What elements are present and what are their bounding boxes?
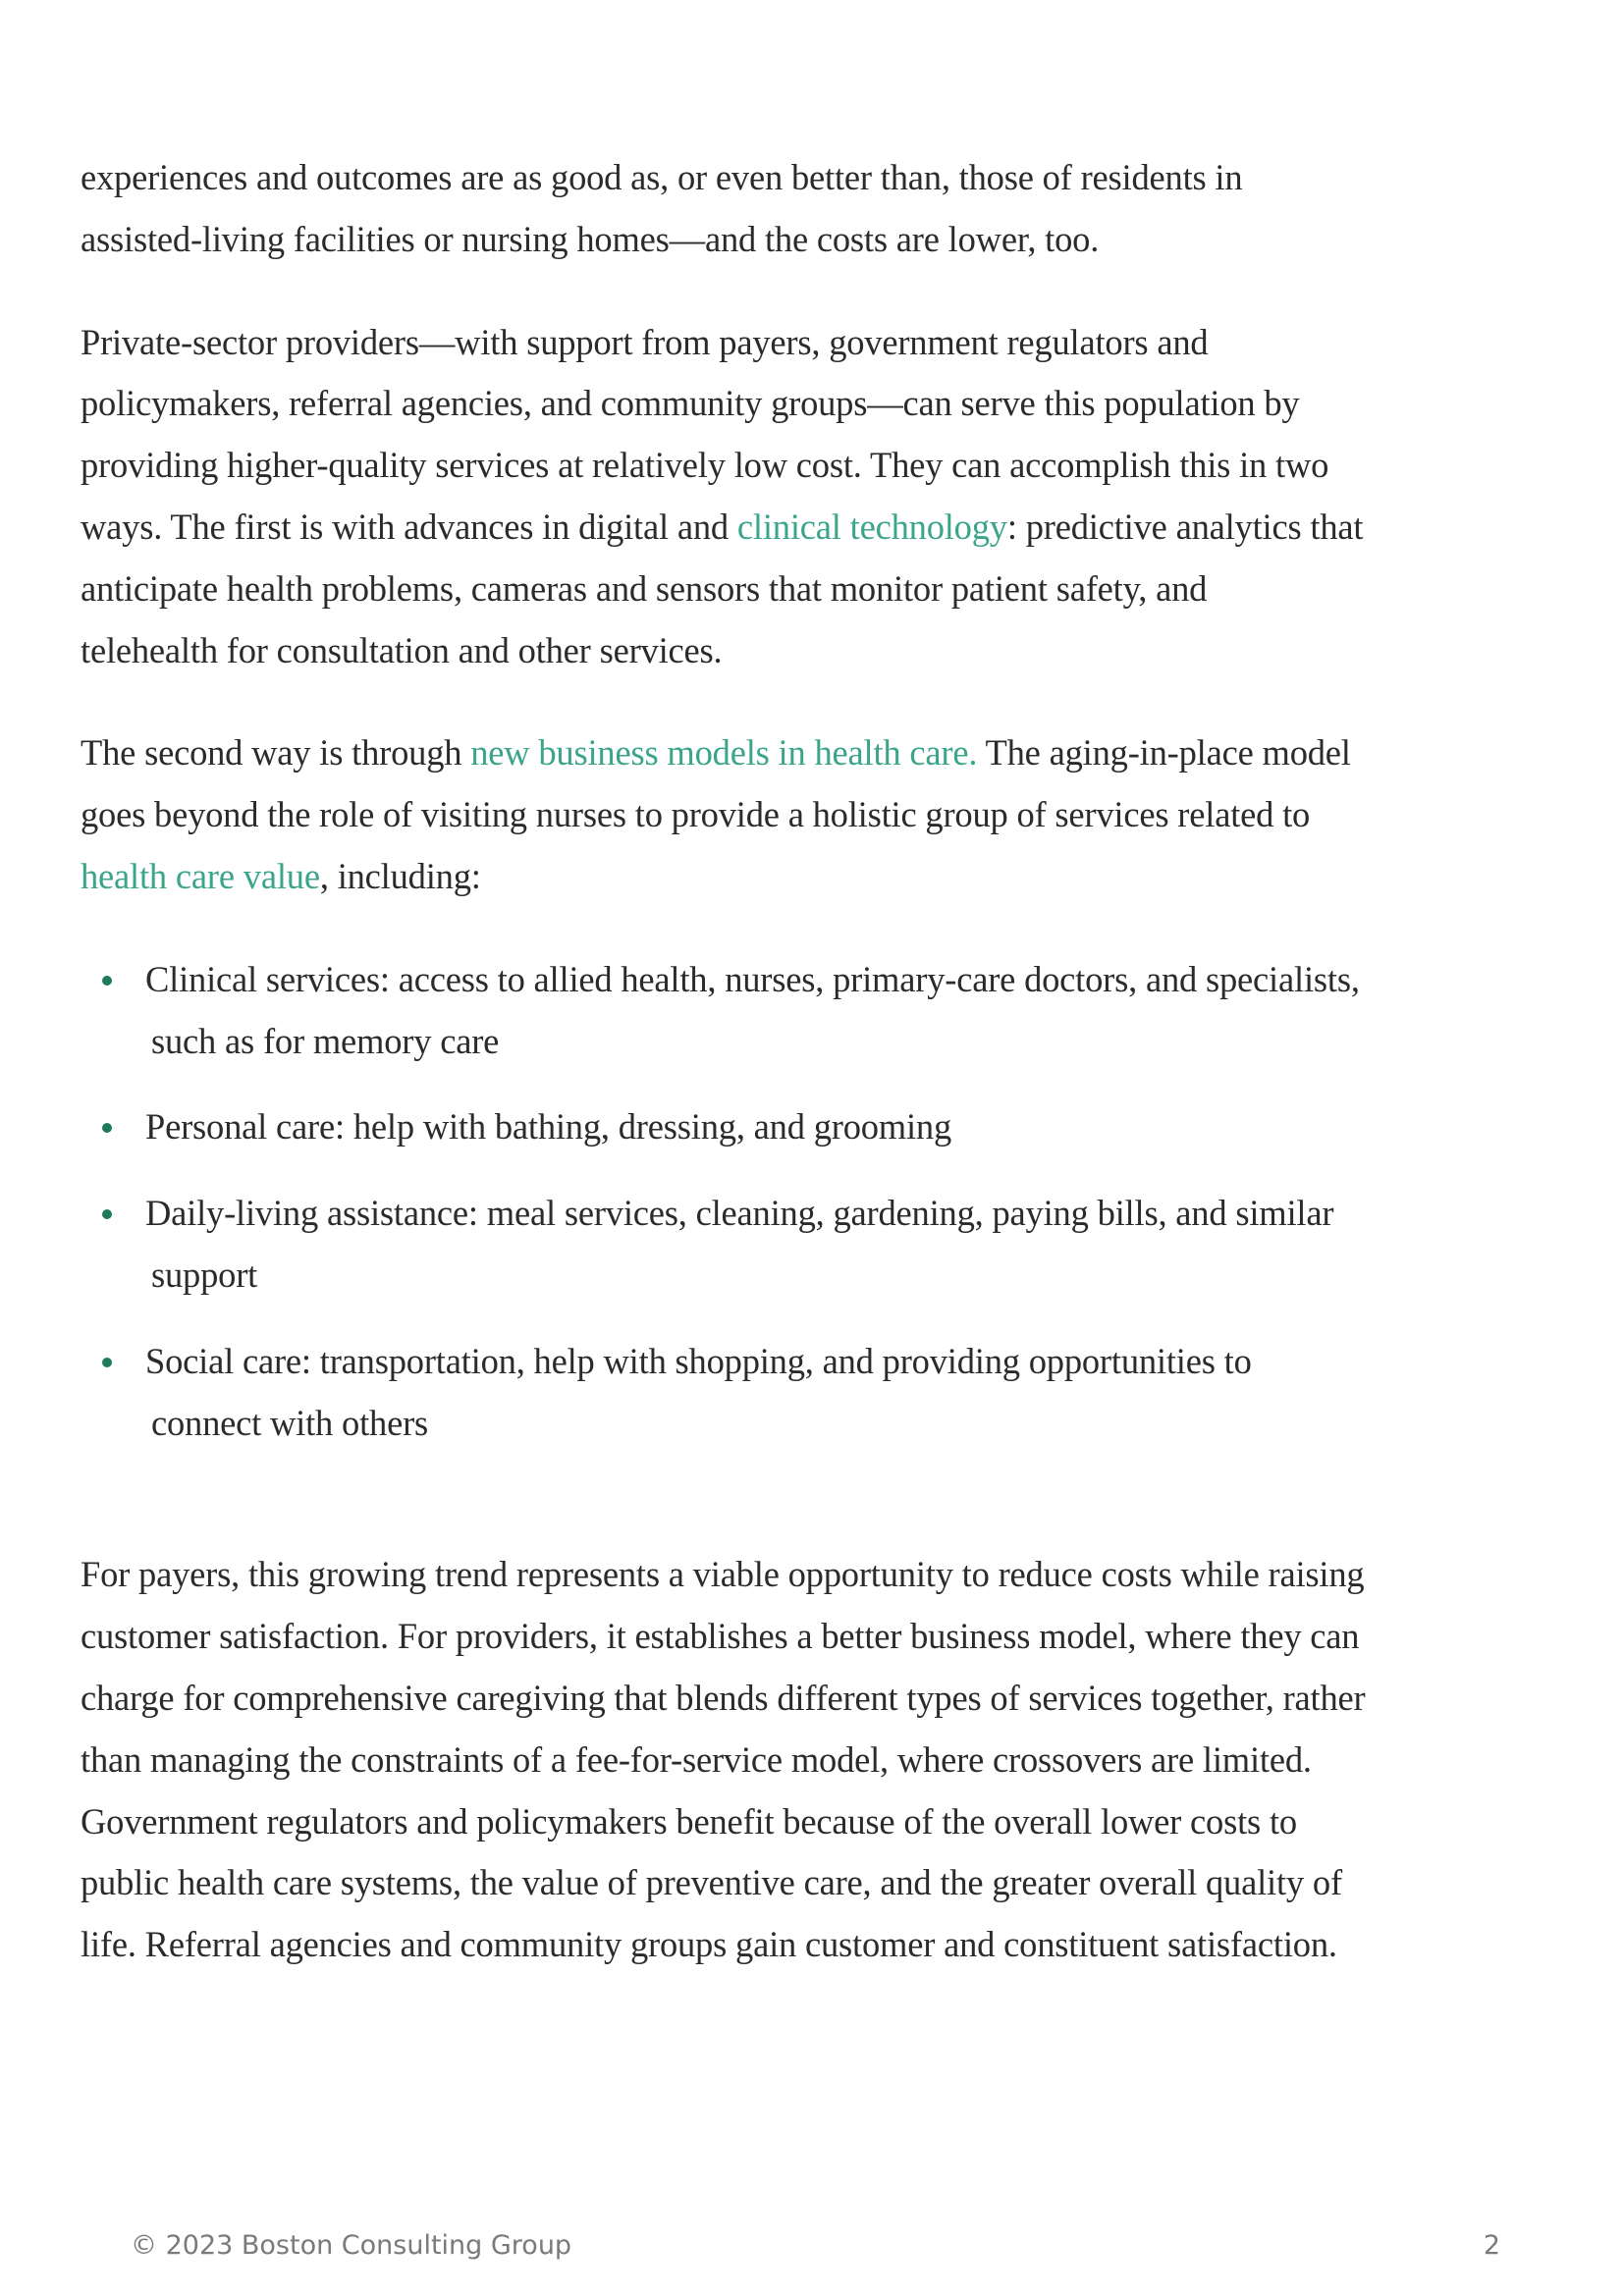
- text-line: assisted-living facilities or nursing homes—and the costs are lower, too.: [81, 218, 1100, 259]
- text-line: such as for memory care: [151, 1020, 500, 1061]
- text-line: telehealth for consultation and other services.: [81, 629, 723, 670]
- text-line: public health care systems, the value of preventive care, and the greater overall quality of: [81, 1862, 1342, 1903]
- text-segment: ways. The first is with advances in digital and: [81, 506, 737, 547]
- link-clinical-technology[interactable]: clinical technology: [736, 506, 1007, 547]
- link-health-care-value[interactable]: health care value: [81, 855, 320, 896]
- text-line: Social care: transportation, help with shopping, and providing opportunities to: [145, 1340, 1252, 1381]
- text-segment: The aging-in-place model: [977, 732, 1351, 774]
- text-line: [81, 722, 1553, 784]
- text-line: goes beyond the role of visiting nurses to provide a holistic group of services related to: [81, 794, 1311, 835]
- text-segment: , including:: [319, 855, 481, 896]
- text-line: Daily-living assistance: meal services, cleaning, gardening, paying bills, and similar: [145, 1193, 1334, 1234]
- text-line: life. Referral agencies and community groups gain customer and constituent satisfaction.: [81, 1924, 1337, 1965]
- text-segment: The second way is through: [81, 732, 471, 774]
- text-line: policymakers, referral agencies, and community groups—can serve this population by: [81, 383, 1300, 424]
- text-line: connect with others: [151, 1402, 429, 1443]
- text-line: Clinical services: access to allied health, nurses, primary-care doctors, and specialists,: [145, 958, 1360, 999]
- link-new-business-models[interactable]: new business models in health care.: [470, 732, 978, 774]
- text-line: Personal care: help with bathing, dressing, and grooming: [145, 1106, 952, 1148]
- list-item-clinical-services: [81, 949, 1553, 1073]
- copyright-text: © 2023 Boston Consulting Group: [131, 2230, 572, 2261]
- paragraph-private-sector: [81, 312, 1553, 682]
- paragraph-outcomes: [81, 147, 1553, 271]
- text-line: anticipate health problems, cameras and sensors that monitor patient safety, and: [81, 567, 1208, 609]
- text-line: support: [151, 1254, 258, 1295]
- page-number: 2: [1483, 2230, 1500, 2261]
- text-line: Government regulators and policymakers benefit because of the overall lower costs to: [81, 1800, 1297, 1842]
- text-line: than managing the constraints of a fee-for-service model, where crossovers are limited.: [81, 1738, 1312, 1780]
- list-item-daily-living: [81, 1183, 1553, 1307]
- text-line: experiences and outcomes are as good as, or even better than, those of residents in: [81, 157, 1243, 197]
- list-item-social-care: [81, 1331, 1553, 1455]
- text-line: [81, 846, 1553, 908]
- bullet-icon: [102, 1123, 112, 1133]
- bullet-icon: [102, 1358, 112, 1367]
- document-page: [81, 147, 1553, 2017]
- text-line: Private-sector providers—with support from payers, government regulators and: [81, 321, 1209, 362]
- text-line: [81, 497, 1553, 559]
- paragraph-stakeholder-benefits: [81, 1544, 1553, 1976]
- text-line: customer satisfaction. For providers, it establishes a better business model, where they can: [81, 1616, 1360, 1657]
- text-segment: : predictive analytics that: [1006, 506, 1364, 547]
- text-line: providing higher-quality services at relatively low cost. They can accomplish this in two: [81, 445, 1329, 486]
- text-line: charge for comprehensive caregiving that blends different types of services together, rather: [81, 1677, 1366, 1718]
- bullet-icon: [102, 1209, 112, 1219]
- list-item-personal-care: [81, 1096, 1553, 1158]
- services-list: [81, 949, 1553, 1455]
- text-line: For payers, this growing trend represents a viable opportunity to reduce costs while raising: [81, 1554, 1365, 1595]
- bullet-icon: [102, 976, 112, 986]
- paragraph-business-models: [81, 722, 1553, 907]
- page-footer: [131, 2230, 1500, 2261]
